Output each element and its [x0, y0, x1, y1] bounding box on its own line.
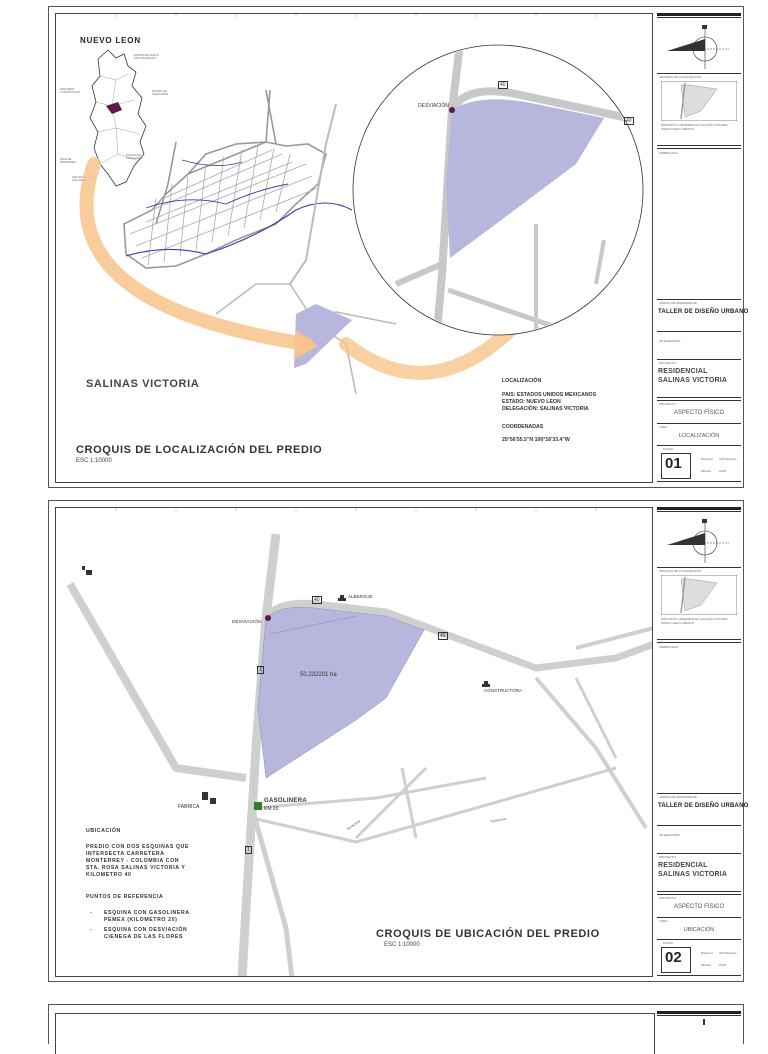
- tb1-topic: ASPECTO FÍSICO: [673, 410, 725, 416]
- tb2-sheet-name: UBICACIÓN: [683, 927, 715, 933]
- ubicacion-line-5: KILOMETRO 40: [86, 872, 132, 878]
- road-40-label-3: 40: [440, 633, 446, 639]
- tb2-topic: ASPECTO FÍSICO: [673, 904, 725, 910]
- info-line-delegacion: DELEGACIÓN: SALINAS VICTORIA: [502, 406, 589, 412]
- km-label: KM 20: [264, 806, 279, 812]
- svg-text:LEON DE MEXICO: LEON DE MEXICO: [134, 57, 157, 60]
- puntos-heading: PUNTOS DE REFERENCIA: [86, 894, 164, 900]
- punto-1-line-2: PEMEX (KILOMETRO 20): [104, 917, 178, 923]
- ubicacion-line-2: INTERSECTA CARRETERA: [86, 851, 165, 857]
- tb1-school: TALLER DE DISEÑO URBANO: [658, 309, 749, 315]
- city-label: SALINAS VICTORIA: [86, 378, 200, 390]
- sheet-1-title: CROQUIS DE LOCALIZACIÓN DEL PREDIO: [76, 444, 323, 456]
- coords-value: 25°56'55.5"N 100°16'33.4"W: [502, 437, 570, 443]
- sheet-localizacion: [48, 6, 749, 488]
- road-1-label: 1: [259, 667, 262, 673]
- info-heading: LOCALIZACIÓN: [502, 378, 542, 384]
- title-block-1: CROQUIS DE LOCALIZACIÓN PROYECTO: RESIDENCIAL SALINAS VICTORIA NUEVO LEON, MEXICO SIMBOLOGIA UNIDAD DE APRENDIZAJE TALLER DE DISEÑO URBANO INTEGRANTES PROYECTO RESIDENCIAL SALINAS VICTORIA PROYECTO ASPECTO FÍSICO TEMA LOCALIZACIÓN PLANO 01 ESCALA SIN ESCALA FECHA 2018: [657, 13, 741, 483]
- terraceria-label-1: Terraceria: [346, 819, 362, 832]
- svg-text:ZONA DE: ZONA DE: [60, 158, 72, 161]
- ubicacion-line-4: STA. ROSA SALINAS VICTORIA Y: [86, 865, 186, 871]
- map-frame-1: [55, 13, 653, 483]
- area-label: 50,232201 ha: [300, 672, 337, 678]
- svg-text:TAMAULIPAS: TAMAULIPAS: [152, 93, 169, 96]
- svg-text:ESTADO DE NUEVO: ESTADO DE NUEVO: [134, 54, 159, 57]
- road-constructora: [536, 678, 646, 828]
- title-block-2: CROQUIS DE LOCALIZACIÓN PROYECTO: RESIDENCIAL SALINAS VICTORIA NUEVO LEON, MEXICO SIMBOLOGIA UNIDAD DE APRENDIZAJE TALLER DE DISEÑO URBANO INTEGRANTES PROYECTO RESIDENCIAL SALINAS VICTORIA PROYECTO ASPECTO FÍSICO TEMA UBICACIÓN PLANO 02 ESCALA SIN ESCALA FECHA 2018: [657, 507, 741, 977]
- punto-1-line-1: ESQUINA CON GASOLINERA: [104, 910, 190, 916]
- road-40-label: 40: [500, 82, 506, 88]
- punto-2-line-2: CIENEGA DE LAS FLORES: [104, 934, 183, 940]
- road-south: [252, 808, 292, 977]
- mini-map-icon: [661, 81, 737, 121]
- tb2-number: 02: [665, 949, 682, 966]
- svg-text:LOS GARZA: LOS GARZA: [72, 179, 87, 182]
- gasolinera-label: GASOLINERA: [264, 798, 308, 804]
- tb1-sheet-name: LOCALIZACIÓN: [678, 433, 720, 439]
- sheet-3-partial: [48, 1004, 744, 1044]
- region-label: NUEVO LEON: [80, 36, 141, 45]
- svg-text:FRONTERA: FRONTERA: [60, 88, 75, 91]
- road-40-label-east: 40: [626, 118, 632, 124]
- coords-heading: COORDENADAS: [502, 424, 544, 430]
- svg-text:MONTERREY: MONTERREY: [60, 161, 77, 164]
- tb1-project: RESIDENCIAL SALINAS VICTORIA: [658, 368, 728, 384]
- highway: [290, 104, 336, 284]
- road-1-label-south: 1: [247, 847, 250, 853]
- svg-text:TAMAULIPAS: TAMAULIPAS: [126, 157, 143, 160]
- albergue-label: ALBERGUE: [348, 594, 373, 599]
- gas-station-icon: [254, 802, 262, 810]
- sheet-1-scale: ESC 1:10000: [76, 458, 112, 464]
- fabrica-label: FABRICA: [178, 804, 200, 810]
- constructora-label: CONSTRUCTORA: [484, 688, 522, 693]
- tb2-school: TALLER DE DISEÑO URBANO: [658, 803, 749, 809]
- north-arrow-icon: [657, 515, 741, 565]
- sheet-2-title: CROQUIS DE UBICACIÓN DEL PREDIO: [376, 928, 600, 940]
- tb1-number: 01: [665, 455, 682, 472]
- info-line-estado: ESTADO: NUEVO LEON: [502, 399, 561, 405]
- desviacion-marker: [265, 615, 271, 621]
- mini-map-icon: [661, 575, 737, 615]
- desviacion-label: DESVIACIÓN: [418, 103, 449, 109]
- road-40-label-2: 40: [314, 597, 320, 603]
- ubicacion-line-1: PREDIO CON DOS ESQUINAS QUE: [86, 844, 189, 850]
- ubicacion-line-3: MONTERREY - COLOMBIA CON: [86, 858, 180, 864]
- info-line-pais: PAIS: ESTADOS UNIDOS MEXICANOS: [502, 392, 597, 398]
- svg-text:CONSTITUCION: CONSTITUCION: [60, 91, 80, 94]
- punto-2-line-1: ESQUINA CON DESVIACIÓN: [104, 927, 188, 933]
- terraceria-label-2: Terraceria: [490, 816, 507, 824]
- road-west: [70, 584, 246, 778]
- site-map: [56, 508, 653, 977]
- desviacion-marker: [449, 107, 455, 113]
- north-arrow-icon: [657, 21, 741, 71]
- svg-text:ESTADO DE: ESTADO DE: [152, 90, 167, 93]
- ubicacion-heading: UBICACIÓN: [86, 828, 121, 834]
- svg-text:ESTADO DE: ESTADO DE: [126, 154, 141, 157]
- parcel: [258, 607, 424, 778]
- tb2-project: RESIDENCIAL SALINAS VICTORIA: [658, 862, 728, 878]
- map-frame-2: ALBERGUE DESVIACIÓN 40 40 1 1 CONSTRUCTORA 50,232201 ha GASOLINERA KM 20 FABRICA Terraceria Terraceria UBICACIÓN PREDIO CON DOS ESQUINAS QUE INTERSECTA CARRETERA MONTERREY - COLOMBIA CON STA. ROSA SALINAS VICTORIA Y KILOMETRO 40 PUNTOS DE REFERENCIA - ESQUINA CON GASOLINERA PEMEX (KILOMETRO 20) - ESQUINA CON DESVIACIÓN CIENEGA DE LAS FLORES CROQUIS DE UBICACIÓN DEL PREDIO ESC 1:10000: [55, 507, 653, 977]
- svg-text:SAN NICOLAS DE: SAN NICOLAS DE: [72, 176, 94, 179]
- sheet-2-scale: ESC 1:10000: [384, 942, 420, 948]
- desviacion-label-2: DESVIACIÓN: [232, 620, 262, 625]
- sheet-ubicacion: [48, 500, 749, 982]
